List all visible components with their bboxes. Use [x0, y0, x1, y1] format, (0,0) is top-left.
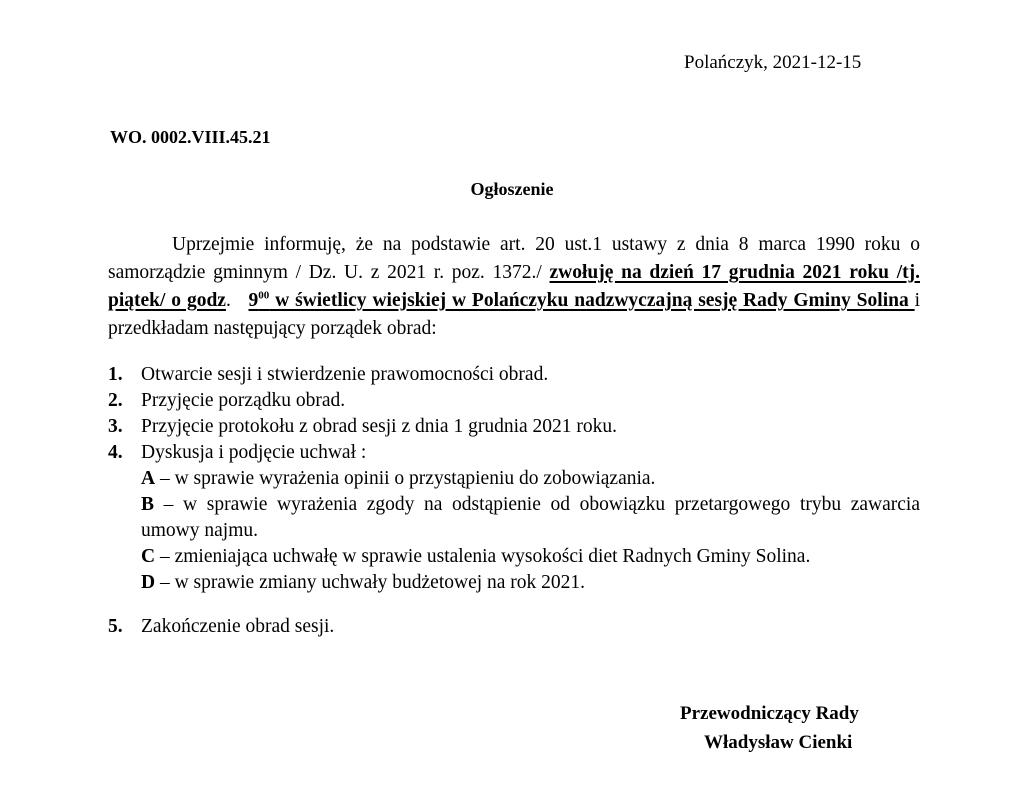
resolution-subitem: B – w sprawie wyrażenia zgody na odstąpienie od obowiązku przetargowego trybu zawarcia umowy najmu.	[141, 494, 920, 541]
agenda-list	[108, 362, 920, 640]
signature-role: Przewodniczący Rady	[680, 703, 859, 724]
agenda-item: 5. Zakończenie obrad sesji.	[108, 616, 335, 637]
convocation-place: $9^{00}$ w świetlicy wiejskiej w Polańczyku nadzwyczajną sesję Rady Gminy Solina	[248, 289, 915, 311]
convocation-date: zwołuję na dzień 17 grudnia 2021 roku /tj. piątek/ o godz	[108, 262, 920, 311]
agenda-item: 2. Przyjęcie porządku obrad.	[108, 390, 346, 411]
intro-paragraph	[108, 231, 920, 343]
session-hour: 9	[248, 290, 259, 311]
reference-number: WO. 0002.VIII.45.21	[110, 127, 271, 147]
resolution-subitem: C – zmieniająca uchwałę w sprawie ustalenia wysokości diet Radnych Gminy Solina.	[141, 546, 811, 567]
resolution-subitem: A – w sprawie wyrażenia opinii o przystąpieniu do zobowiązania.	[141, 468, 656, 489]
resolution-subitem: D – w sprawie zmiany uchwały budżetowej na rok 2021.	[141, 572, 586, 593]
convocation-dot: .	[225, 290, 231, 311]
intro-text-start: Uprzejmie informuję, że na podstawie art. 20 ust.1 ustawy z dnia 8 marca 1990 roku o samorządzie gminnym / Dz. U. z 2021 r. poz. 1372./	[108, 234, 920, 283]
place-date: Polańczyk, 2021-12-15	[684, 52, 862, 73]
session-minutes: 00	[258, 289, 270, 302]
agenda-item: 4. Dyskusja i podjęcie uchwał :	[108, 442, 367, 463]
document-title: Ogłoszenie	[470, 179, 554, 199]
spacer	[108, 596, 920, 614]
agenda-item: 1. Otwarcie sesji i stwierdzenie prawomocności obrad.	[108, 364, 549, 385]
signature-name: Władysław Cienki	[704, 732, 853, 753]
intro-text-end: i przedkładam następujący porządek obrad:	[108, 290, 921, 339]
agenda-item: 3. Przyjęcie protokołu z obrad sesji z dnia 1 grudnia 2021 roku.	[108, 416, 618, 437]
